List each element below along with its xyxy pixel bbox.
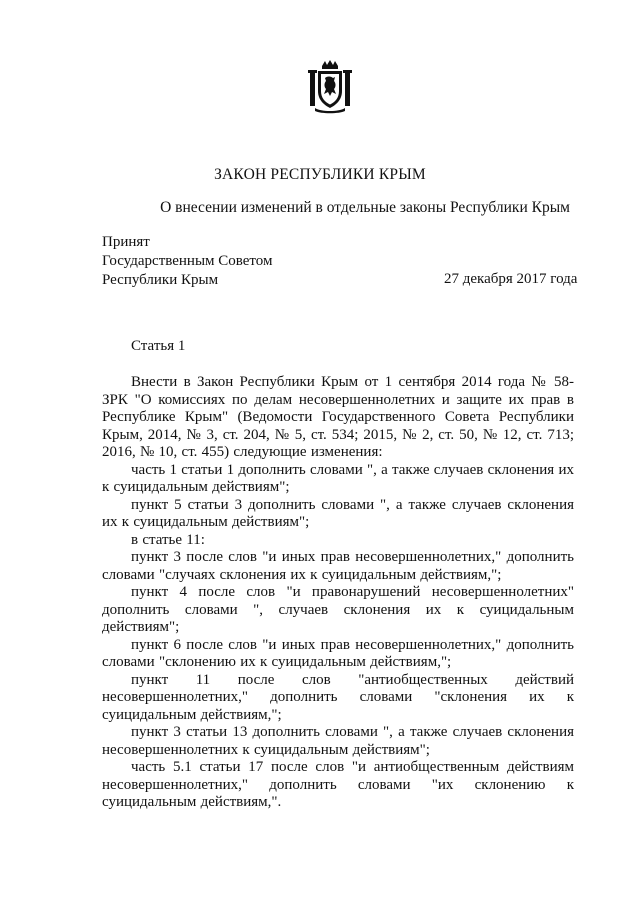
article-heading: Статья 1 <box>131 338 186 354</box>
adoption-line: Принят <box>102 234 150 250</box>
paragraph: Внести в Закон Республики Крым от 1 сентября 2014 года № 58-ЗРК "О комиссиях по делам несовершеннолетних и защите их прав в Республике Крым" (Ведомости Государственного Совета Республики Крым, 2014, № 3, ст. 204, № 5, ст. 534; 2015, № 2, ст. 50, № 12, ст. 713; 2016, № 10, ст. 455) следующие изменения: <box>102 374 574 460</box>
paragraph: пункт 3 после слов "и иных прав несовершеннолетних," дополнить словами "случаях склонения их к суицидальным действиям,"; <box>102 549 574 583</box>
paragraph: пункт 4 после слов "и правонарушений несовершеннолетних" дополнить словами ", случаев склонения их к суицидальным действиям"; <box>102 584 574 635</box>
paragraph: часть 5.1 статьи 17 после слов "и антиобщественным действиям несовершеннолетних," дополнить словами "их склонению к суицидальным действиям,". <box>102 759 574 810</box>
adoption-date: 27 декабря 2017 года <box>444 271 578 287</box>
paragraph: часть 1 статьи 1 дополнить словами ", а также случаев склонения их к суицидальным действиям"; <box>102 461 574 495</box>
paragraph: пункт 3 статьи 13 дополнить словами ", а также случаев склонения несовершеннолетних к суицидальным действиям"; <box>102 724 574 758</box>
adoption-line: Государственным Советом <box>102 253 273 269</box>
crimea-coat-of-arms-icon <box>307 58 353 114</box>
adoption-block <box>102 233 273 290</box>
paragraph: в статье 11: <box>131 531 205 548</box>
paragraph: пункт 6 после слов "и иных прав несовершеннолетних," дополнить словами "склонению их к суицидальным действиям,"; <box>102 636 574 670</box>
paragraph: пункт 11 после слов "антиобщественных действий несовершеннолетних," дополнить словами "склонения их к суицидальным действиям,"; <box>102 671 574 723</box>
adoption-line: Республики Крым <box>102 272 219 288</box>
law-subtitle: О внесении изменений в отдельные законы Республики Крым <box>160 199 570 216</box>
law-title: ЗАКОН РЕСПУБЛИКИ КРЫМ <box>214 166 426 183</box>
paragraph: пункт 5 статьи 3 дополнить словами ", а также случаев склонения их к суицидальным действиям"; <box>102 496 574 530</box>
article-body <box>102 374 574 812</box>
